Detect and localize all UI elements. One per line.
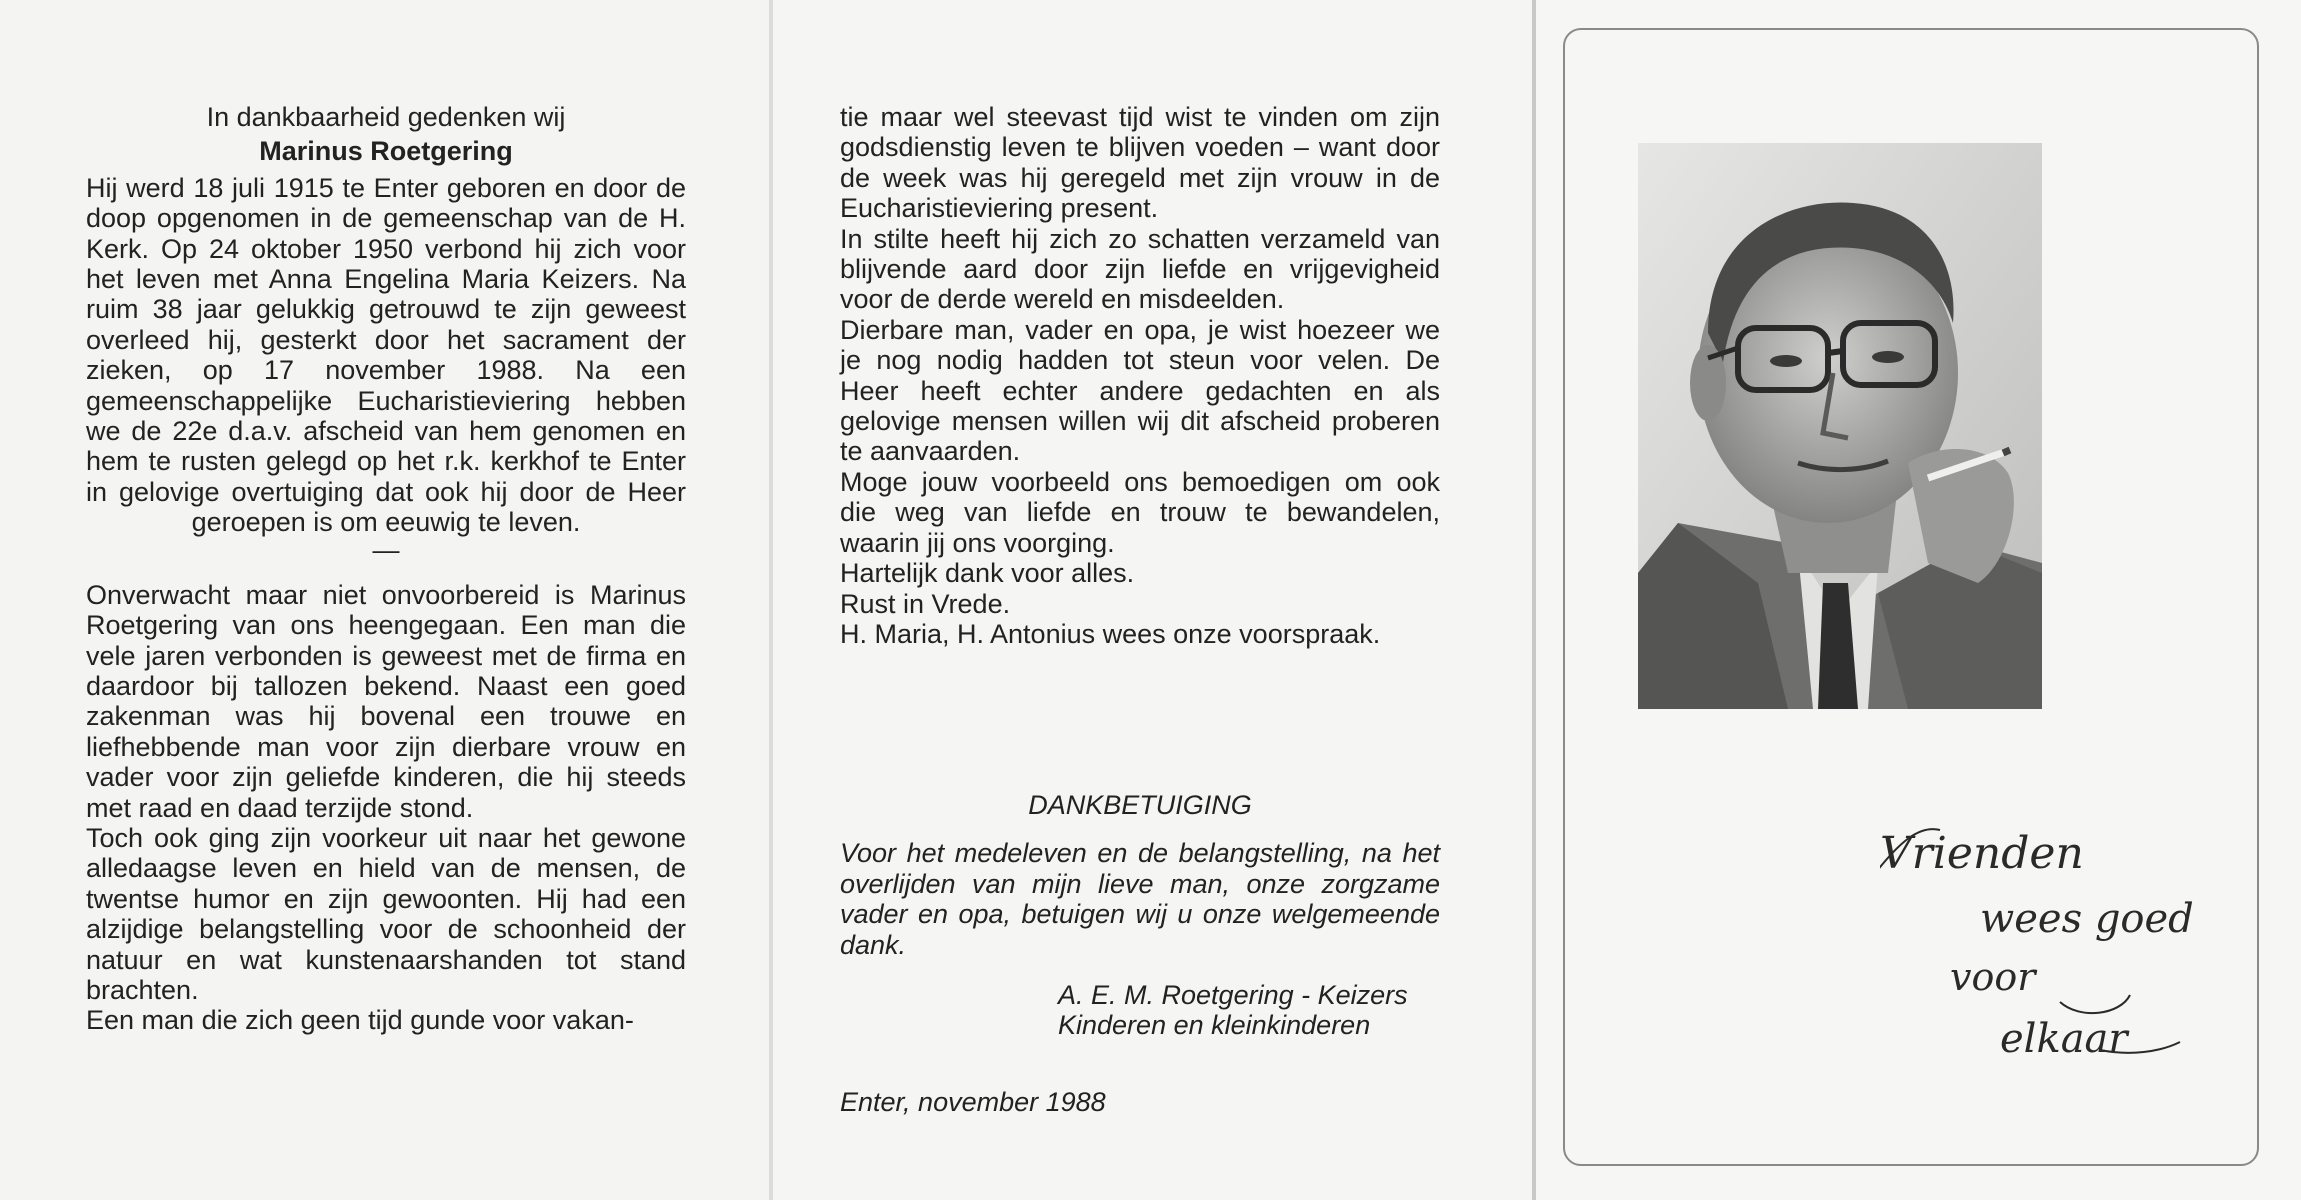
separator-dash: —	[372, 534, 400, 565]
memorial-paragraph: Onverwacht maar niet onvoorbereid is Marinus Roetgering van ons heengegaan. Een man die vele jaren verbonden is geweest met de firma en daardoor bij tallozen bekend. Naast een goed zakenman was hij bovenal een trouwe en liefhebbende man voor zijn dierbare vrouw en vader voor zijn geliefde kinderen, die hij steeds met raad en daad terzijde stond.	[86, 579, 686, 823]
memorial-paragraph: Toch ook ging zijn voorkeur uit naar het gewone alledaagse leven en hield van de mensen, de twentse humor en zijn gewoonten. Hij had een alzijdige belangstelling voor de schoonheid der natuur en wat kunstenaarshanden tot stand brachten.	[86, 822, 686, 1005]
memorial-paragraph: Dierbare man, vader en opa, je wist hoezeer we je nog nodig hadden tot steun voor velen. De Heer heeft echter andere gedachten en als gelovige mensen willen wij dit afscheid proberen te aanvaarden.	[840, 314, 1440, 467]
fold-line	[769, 0, 773, 1200]
memorial-paragraph: In stilte heeft hij zich zo schatten verzameld van blijvende aard door zijn liefde en vrijgevigheid voor de derde wereld en misdeelden.	[840, 223, 1440, 315]
signature-name: A. E. M. Roetgering - Keizers	[1058, 980, 1408, 1011]
place-date: Enter, november 1988	[840, 1086, 1106, 1117]
fold-line	[1532, 0, 1536, 1200]
closing-line: Rust in Vrede.	[840, 588, 1011, 619]
portrait-photo	[1638, 143, 2042, 709]
calligraphy-line: voor	[1950, 955, 2036, 999]
middle-text-column	[840, 102, 1440, 649]
calligraphy-line: wees goed	[1980, 896, 2194, 942]
left-text-column	[86, 102, 686, 1036]
memorial-paragraph: tie maar wel steevast tijd wist te vinden om zijn godsdienstig leven te blijven voeden – want door de week was hij geregeld met zijn vrouw in de Eucharistieviering present.	[840, 102, 1440, 224]
calligraphy-verse	[1880, 820, 2200, 1080]
deceased-name: Marinus Roetgering	[259, 136, 513, 167]
intro-text: In dankbaarheid gedenken wij	[206, 102, 566, 132]
signature-block	[840, 980, 1440, 1041]
closing-line: Hartelijk dank voor alles.	[840, 558, 1135, 589]
memorial-paragraph: Moge jouw voorbeeld ons bemoedigen om ook die weg van liefde en trouw te bewandelen, waarin jij ons voorging.	[840, 466, 1440, 558]
signature-family: Kinderen en kleinkinderen	[1058, 1010, 1371, 1041]
acknowledgement-text: Voor het medeleven en de belangstelling, na het overlijden van mijn lieve man, onze zorgzame vader en opa, betuigen wij u onze welgemeende dank.	[840, 838, 1440, 960]
acknowledgement-title: DANKBETUIGING	[1028, 790, 1252, 820]
calligraphy-line: elkaar	[2000, 1016, 2128, 1062]
acknowledgement-section	[840, 790, 1440, 1117]
memorial-paragraph: Een man die zich geen tijd gunde voor vakan-	[86, 1005, 634, 1036]
calligraphy-line: Vrienden	[1880, 828, 2084, 879]
biography-paragraph: Hij werd 18 juli 1915 te Enter geboren en door de doop opgenomen in de gemeenschap van de H. Kerk. Op 24 oktober 1950 verbond hij zich voor het leven met Anna Engelina Maria Keizers. Na ruim 38 jaar gelukkig getrouwd te zijn geweest overleed hij, gesterkt door het sacrament der zieken, op 17 november 1988. Na een gemeenschappelijke Eucharistieviering hebben we de 22e d.a.v. afscheid van hem genomen en hem te rusten gelegd op het r.k. kerkhof te Enter in gelovige overtuiging dat ook hij door de Heer geroepen is om eeuwig te leven.	[86, 172, 686, 538]
closing-line: H. Maria, H. Antonius wees onze voorspraak.	[840, 618, 1381, 649]
